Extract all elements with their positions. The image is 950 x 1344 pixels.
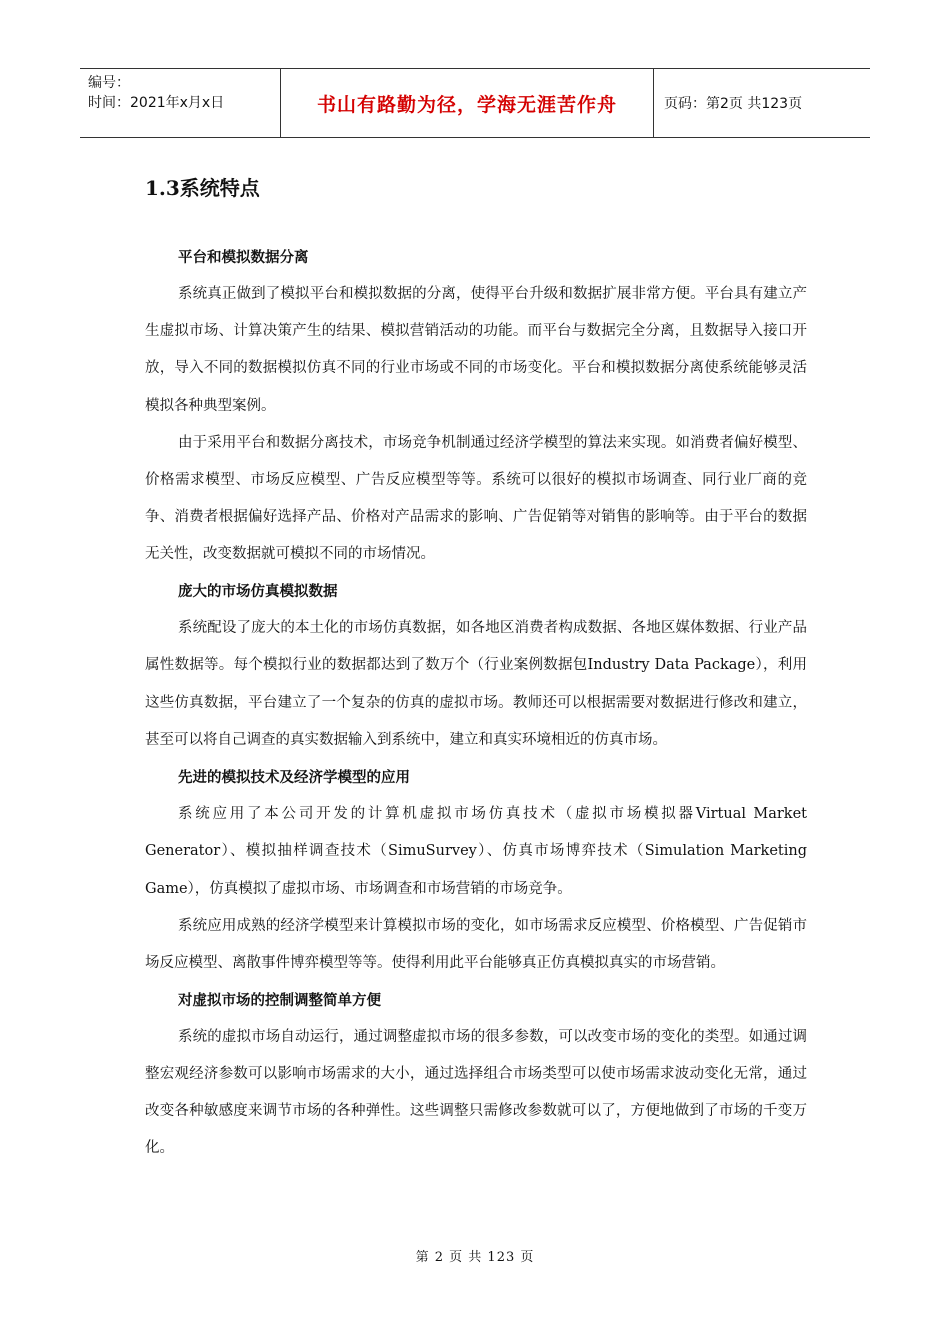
- subheading: 庞大的市场仿真模拟数据: [178, 583, 338, 600]
- paragraph: 系统配设了庞大的本土化的市场仿真数据，如各地区消费者构成数据、各地区媒体数据、行业产品属性数据等。每个模拟行业的数据都达到了数万个（行业案例数据包Industry Data Package），利用这些仿真数据，平台建立了一个复杂的仿真的虚拟市场。教师还可以根据需要对数据进行修改和建立，甚至可以将自己调查的真实数据输入到系统中，建立和真实环境相近的仿真市场。: [145, 619, 807, 749]
- number-label: 编号：: [88, 75, 130, 91]
- document-body: [145, 240, 807, 1167]
- page-header: [80, 68, 870, 138]
- page-info: 页码：第2页 共123页: [664, 96, 803, 112]
- section-title: 1.3系统特点: [145, 176, 260, 200]
- subheading: 平台和模拟数据分离: [178, 250, 309, 266]
- paragraph: 系统真正做到了模拟平台和模拟数据的分离，使得平台升级和数据扩展非常方便。平台具有建立产生虚拟市场、计算决策产生的结果、模拟营销活动的功能。而平台与数据完全分离，且数据导入接口开放，导入不同的数据模拟仿真不同的行业市场或不同的市场变化。平台和模拟数据分离使系统能够灵活模拟各种典型案例。: [145, 286, 807, 414]
- paragraph: 系统应用了本公司开发的计算机虚拟市场仿真技术（虚拟市场模拟器Virtual Market Generator）、模拟抽样调查技术（SimuSurvey）、仿真市场博弈技术（Simulation Marketing Game），仿真模拟了虚拟市场、市场调查和市场营销的市场竞争。: [145, 805, 807, 897]
- motto: 书山有路勤为径，学海无涯苦作舟: [281, 69, 654, 137]
- paragraph: 系统应用成熟的经济学模型来计算模拟市场的变化，如市场需求反应模型、价格模型、广告促销市场反应模型、离散事件博弈模型等等。使得利用此平台能够真正仿真模拟真实的市场营销。: [145, 918, 807, 972]
- paragraph: 由于采用平台和数据分离技术，市场竞争机制通过经济学模型的算法来实现。如消费者偏好模型、价格需求模型、市场反应模型、广告反应模型等等。系统可以很好的模拟市场调查、同行业厂商的竞争、消费者根据偏好选择产品、价格对产品需求的影响、广告促销等对销售的影响等。由于平台的数据无关性，改变数据就可模拟不同的市场情况。: [145, 434, 807, 563]
- paragraph: 系统的虚拟市场自动运行，通过调整虚拟市场的很多参数，可以改变市场的变化的类型。如通过调整宏观经济参数可以影响市场需求的大小，通过选择组合市场类型可以使市场需求波动变化无常，通过改变各种敏感度来调节市场的各种弹性。这些调整只需修改参数就可以了，方便地做到了市场的千变万化。: [145, 1028, 807, 1157]
- header-meta: [80, 69, 281, 137]
- subheading: 先进的模拟技术及经济学模型的应用: [178, 769, 410, 786]
- page-footer: 第 2 页 共 123 页: [415, 1250, 535, 1265]
- subheading: 对虚拟市场的控制调整简单方便: [178, 992, 381, 1009]
- date-label: 时间：2021年x月x日: [88, 95, 225, 111]
